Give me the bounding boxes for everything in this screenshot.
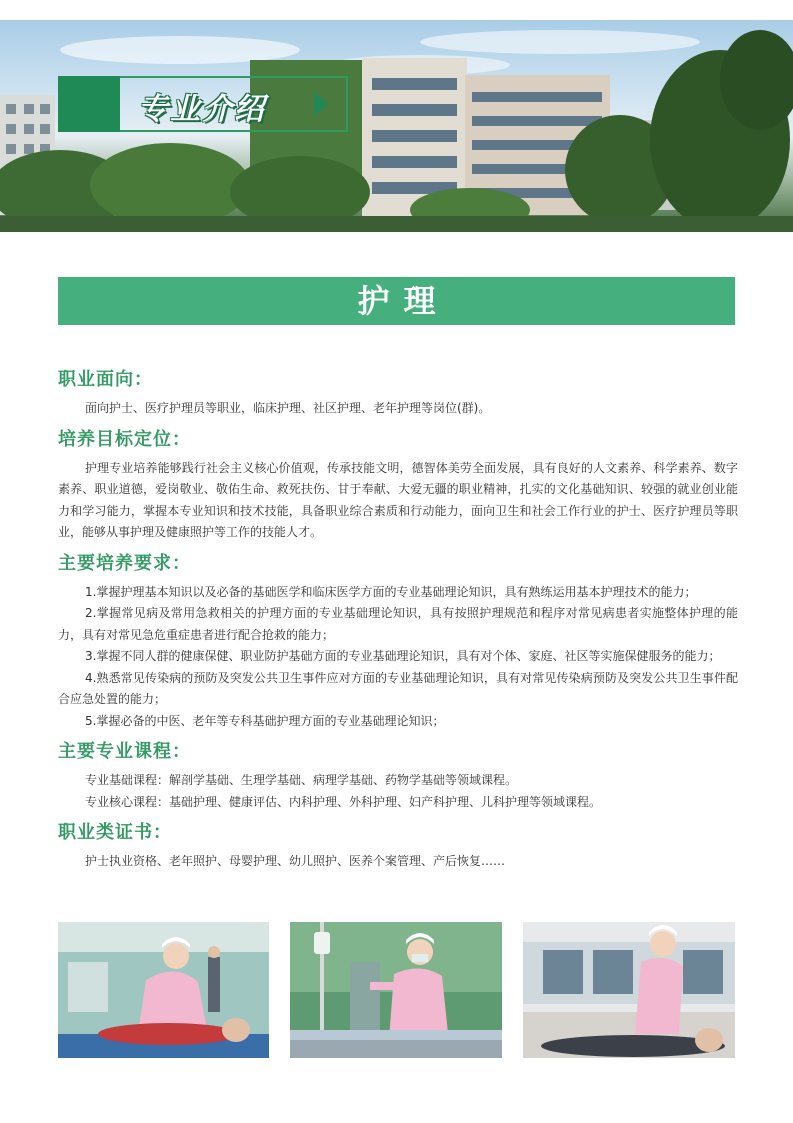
requirement-item: 4.熟悉常见传染病的预防及突发公共卫生事件应对方面的专业基础理论知识，具有对常见传染病预防及突发公共卫生事件配合应急处置的能力； (58, 670, 738, 706)
goal-text: 护理专业培养能够践行社会主义核心价值观，传承技能文明，德智体美劳全面发展，具有良好的人文素养、科学素养、数字素养、职业道德，爱岗敬业、敬佑生命、救死扶伤、甘于奉献、大爱无疆的职业精神，扎实的文化基础知识、较强的就业创业能力和学习能力，掌握本专业知识和技术技能，具备职业综合素质和行动能力，面向卫生和社会工作行业的护士、医疗护理员等职业，能够从事护理及健康照护等工作的技能人才。 (58, 460, 738, 539)
major-title-bar (58, 277, 735, 325)
requirement-item: 5.掌握必备的中医、老年等专科基础护理方面的专业基础理论知识； (85, 713, 445, 728)
courses-heading: 主要专业课程： (58, 741, 191, 762)
certificates-text: 护士执业资格、老年照护、母婴护理、幼儿照护、医养个案管理、产后恢复…… (85, 854, 506, 868)
career-heading: 职业面向： (58, 369, 153, 390)
requirement-item: 2.掌握常见病及常用急救相关的护理方面的专业基础理论知识，具有按照护理规范和程序对常见病患者实施整体护理的能力，具有对常见急危重症患者进行配合抢救的能力； (58, 606, 738, 642)
banner-title-tag (58, 76, 348, 132)
requirement-item: 3.掌握不同人群的健康保健、职业防护基础方面的专业基础理论知识，具有对个体、家庭、社区等实施保健服务的能力； (85, 649, 721, 663)
nurse-cpr-training-photo (58, 922, 269, 1058)
major-content (58, 366, 738, 873)
banner (0, 20, 793, 232)
goal-heading: 培养目标定位： (58, 428, 191, 450)
banner-tag-bar (58, 76, 120, 132)
certificates-heading: 职业类证书： (58, 822, 172, 843)
core-courses-text: 专业核心课程：基础护理、健康评估、内科护理、外科护理、妇产科护理、儿科护理等领域课程。 (85, 794, 602, 809)
basic-courses-text: 专业基础课程：解剖学基础、生理学基础、病理学基础、药物学基础等领域课程。 (85, 773, 518, 787)
major-title: 护理 (357, 282, 450, 320)
arrow-right-icon (314, 92, 328, 116)
requirements-heading: 主要培养要求： (58, 552, 191, 574)
banner-title: 专业介绍 (138, 92, 266, 127)
career-text: 面向护士、医疗护理员等职业，临床护理、社区护理、老年护理等岗位(群)。 (85, 401, 491, 415)
nurse-chest-compression-photo (523, 922, 735, 1058)
requirement-item: 1.掌握护理基本知识以及必备的基础医学和临床医学方面的专业基础理论知识，具有熟练运用基本护理技术的能力； (85, 584, 697, 599)
nurse-iv-drip-photo (290, 922, 502, 1058)
